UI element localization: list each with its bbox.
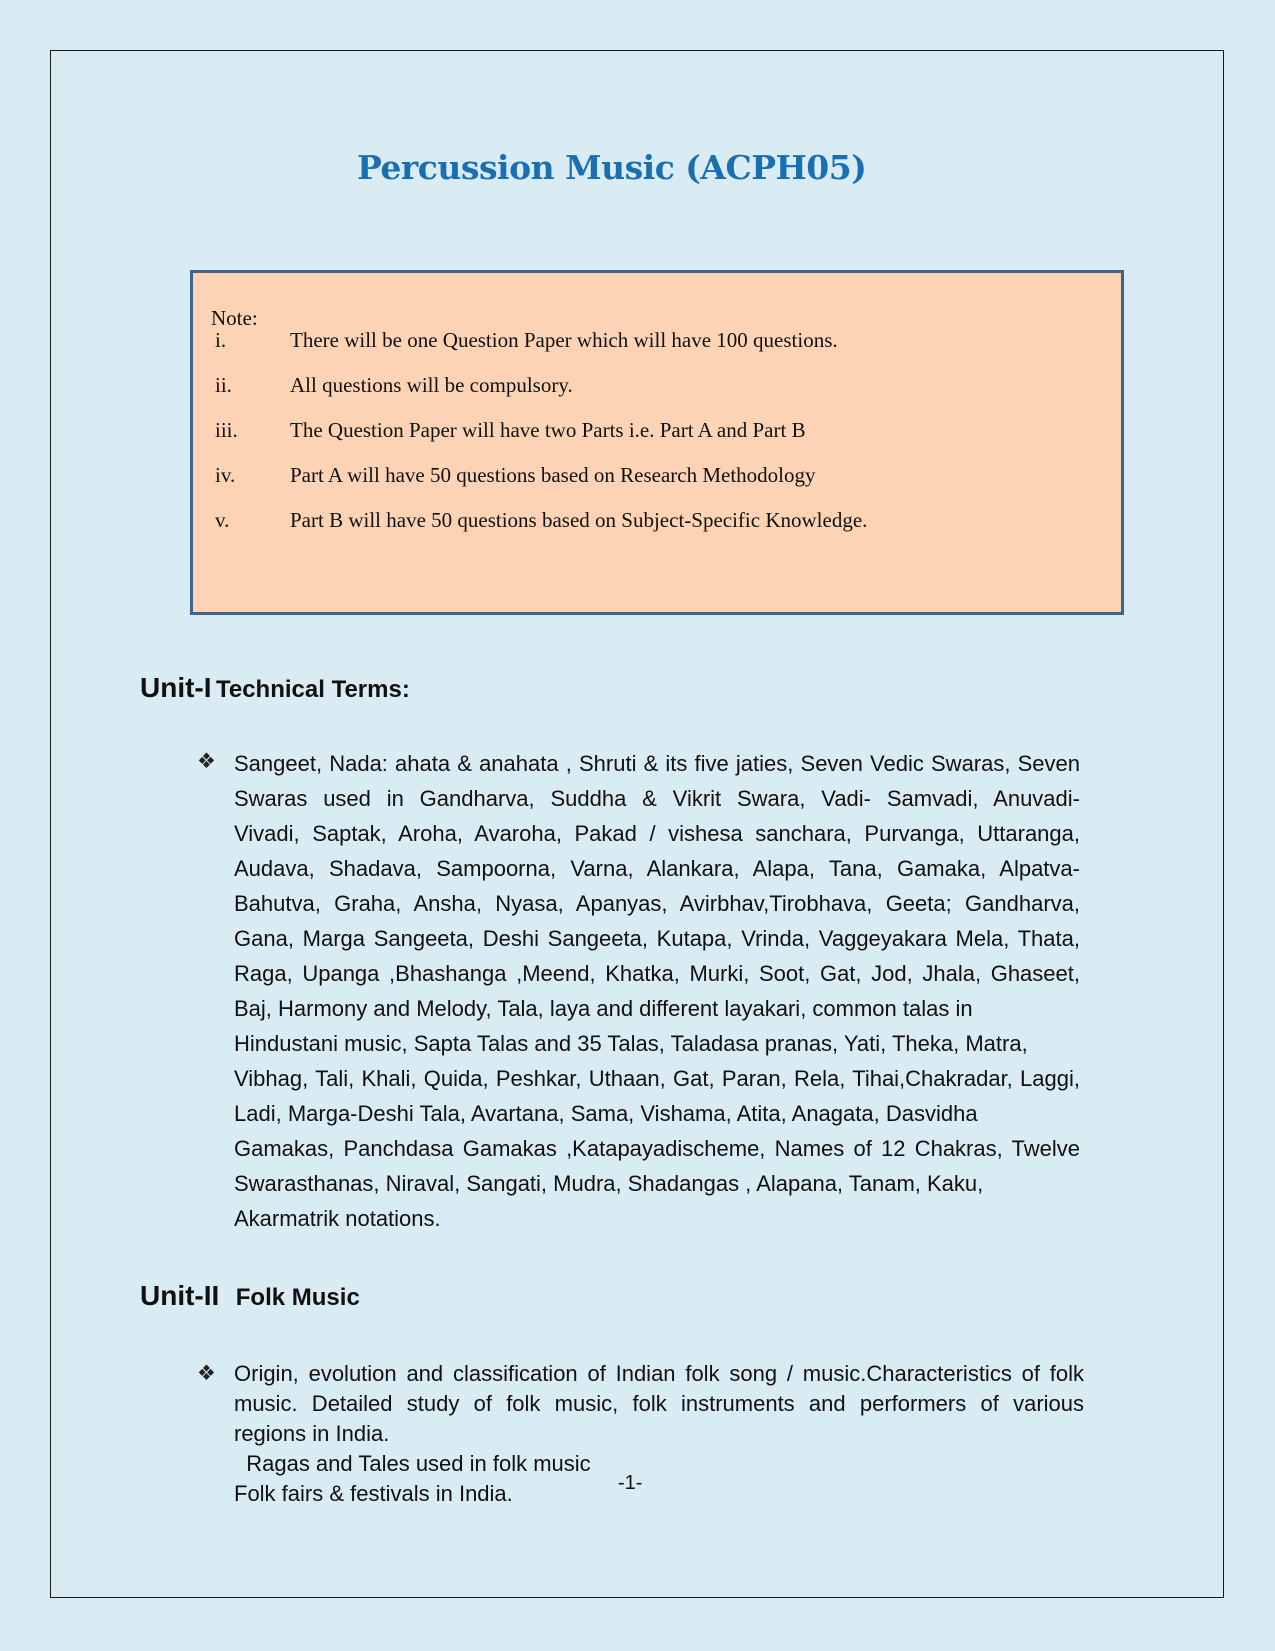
content-line: Swaras used in Gandharva, Suddha & Vikrit Swara, Vadi- Samvadi, Anuvadi-: [234, 786, 1080, 811]
page-number: -1-: [618, 1472, 643, 1494]
content-line: Vibhag, Tali, Khali, Quida, Peshkar, Uthaan, Gat, Paran, Rela, Tihai,Chakradar, Laggi,: [234, 1066, 1080, 1091]
diamond-bullet-icon: ❖: [197, 750, 216, 773]
unit-title: Folk Music: [235, 1284, 360, 1311]
content-line: Akarmatrik notations.: [234, 1206, 441, 1231]
note-item-text: There will be one Question Paper which will have 100 questions.: [290, 328, 838, 352]
content-line: Hindustani music, Sapta Talas and 35 Talas, Taladasa pranas, Yati, Theka, Matra,: [234, 1031, 1028, 1056]
note-item-number: v.: [215, 508, 230, 532]
note-item-number: iii.: [215, 418, 238, 442]
note-item-text: Part A will have 50 questions based on Research Methodology: [290, 463, 816, 487]
content-line: Swarasthanas, Niraval, Sangati, Mudra, Shadangas , Alapana, Tanam, Kaku,: [234, 1171, 984, 1196]
unit-1-heading: [140, 672, 410, 704]
note-item-text: All questions will be compulsory.: [290, 373, 573, 397]
content-line: Vivadi, Saptak, Aroha, Avaroha, Pakad / vishesa sanchara, Purvanga, Uttaranga,: [234, 821, 1080, 846]
diamond-bullet-icon: ❖: [197, 1362, 216, 1385]
content-line: Sangeet, Nada: ahata & anahata , Shruti & its five jaties, Seven Vedic Swaras, Seven: [234, 751, 1080, 776]
unit-number: Unit-I: [140, 672, 212, 703]
content-line: Bahutva, Graha, Ansha, Nyasa, Apanyas, Avirbhav,Tirobhava, Geeta; Gandharva,: [234, 891, 1080, 916]
content-line: regions in India.: [234, 1421, 390, 1446]
content-line: Ragas and Tales used in folk music: [234, 1451, 591, 1476]
unit-2-content: [234, 1359, 1084, 1509]
note-item-text: The Question Paper will have two Parts i.e. Part A and Part B: [290, 418, 806, 442]
note-label: Note:: [211, 306, 258, 330]
note-item-number: iv.: [215, 463, 236, 487]
content-line: Ladi, Marga-Deshi Tala, Avartana, Sama, Vishama, Atita, Anagata, Dasvidha: [234, 1101, 978, 1126]
content-line: music. Detailed study of folk music, folk instruments and performers of various: [234, 1391, 1084, 1416]
content-line: Audava, Shadava, Sampoorna, Varna, Alankara, Alapa, Tana, Gamaka, Alpatva-: [234, 856, 1080, 881]
unit-title: Technical Terms:: [215, 676, 410, 703]
content-line: Raga, Upanga ,Bhashanga ,Meend, Khatka, Murki, Soot, Gat, Jod, Jhala, Ghaseet,: [234, 961, 1080, 986]
note-box: [190, 270, 1124, 615]
unit-number: Unit-II: [140, 1280, 220, 1311]
content-line: Origin, evolution and classification of Indian folk song / music.Characteristics of folk: [234, 1361, 1084, 1386]
note-item-number: ii.: [215, 373, 232, 397]
content-line: Folk fairs & festivals in India.: [234, 1481, 513, 1506]
unit-1-content: [234, 746, 1080, 1236]
content-line: Gamakas, Panchdasa Gamakas ,Katapayadischeme, Names of 12 Chakras, Twelve: [234, 1136, 1080, 1161]
content-line: Baj, Harmony and Melody, Tala, laya and different layakari, common talas in: [234, 996, 973, 1021]
note-item-text: Part B will have 50 questions based on Subject-Specific Knowledge.: [290, 508, 868, 532]
unit-2-heading: [140, 1280, 360, 1312]
document-title: Percussion Music (ACPH05): [357, 148, 867, 187]
content-line: Gana, Marga Sangeeta, Deshi Sangeeta, Kutapa, Vrinda, Vaggeyakara Mela, Thata,: [234, 926, 1080, 951]
note-item-number: i.: [215, 328, 227, 352]
